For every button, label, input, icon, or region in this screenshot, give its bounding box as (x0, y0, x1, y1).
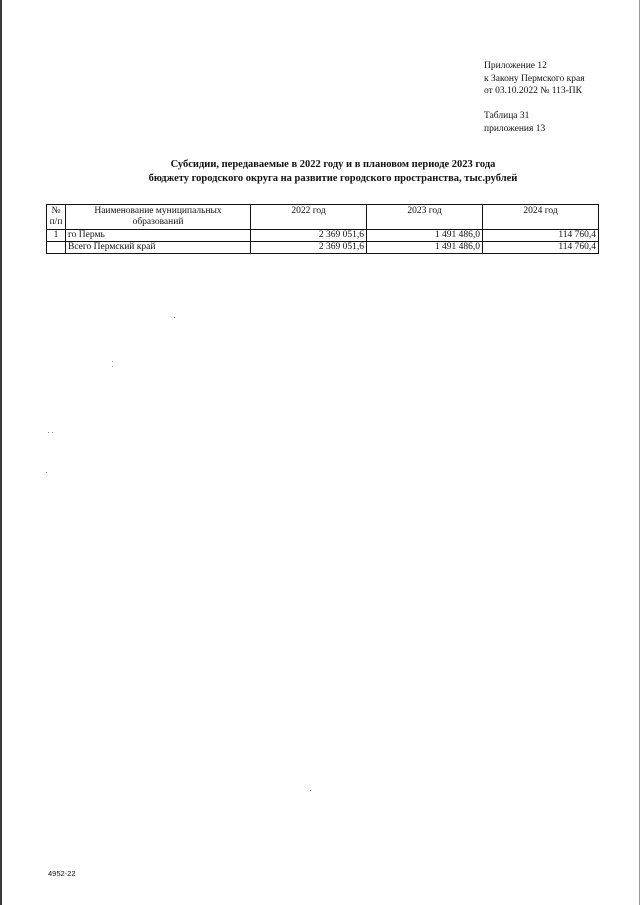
table-row-total (47, 242, 599, 254)
page-edge (0, 0, 2, 905)
document-title (40, 158, 626, 186)
cell-2023: 1 491 486,0 (367, 242, 483, 254)
scan-speck (310, 790, 311, 791)
header-number: № п/п (47, 205, 66, 230)
subsidies-table (46, 204, 599, 254)
table-row (47, 230, 599, 242)
appendix-line: к Закону Пермского края (484, 73, 585, 84)
scan-speck (112, 361, 113, 362)
header-2024: 2024 год (483, 205, 599, 230)
cell-2024: 114 760,4 (483, 230, 599, 242)
scan-speck (46, 472, 47, 473)
cell-number: 1 (47, 230, 66, 242)
cell-name: Всего Пермский край (66, 242, 251, 254)
appendix-line: Приложение 12 (484, 61, 547, 71)
cell-2022: 2 369 051,6 (251, 230, 367, 242)
scan-speck (48, 432, 49, 433)
header-2023: 2023 год (367, 205, 483, 230)
cell-2023: 1 491 486,0 (367, 230, 483, 242)
header-2022: 2022 год (251, 205, 367, 230)
cell-2024: 114 760,4 (483, 242, 599, 254)
title-line: бюджету городского округа на развитие городского пространства, тыс.рублей (148, 173, 518, 184)
cell-2022: 2 369 051,6 (251, 242, 367, 254)
table-reference (484, 110, 545, 135)
appendix-header (484, 60, 585, 98)
scan-speck (112, 366, 113, 367)
table-ref-line: приложения 13 (484, 123, 546, 134)
table-header-row (47, 205, 599, 230)
title-line: Субсидии, передаваемые в 2022 году и в плановом периоде 2023 года (170, 159, 496, 170)
cell-number (47, 242, 66, 254)
header-name: Наименование муниципальных образований (66, 205, 251, 230)
document-code: 4952-22 (48, 869, 76, 878)
scan-speck (52, 432, 53, 433)
appendix-line: от 03.10.2022 № 113-ПК (484, 86, 582, 96)
cell-name: го Пермь (66, 230, 251, 242)
table-ref-line: Таблица 31 (484, 111, 530, 121)
scan-speck (174, 317, 175, 318)
